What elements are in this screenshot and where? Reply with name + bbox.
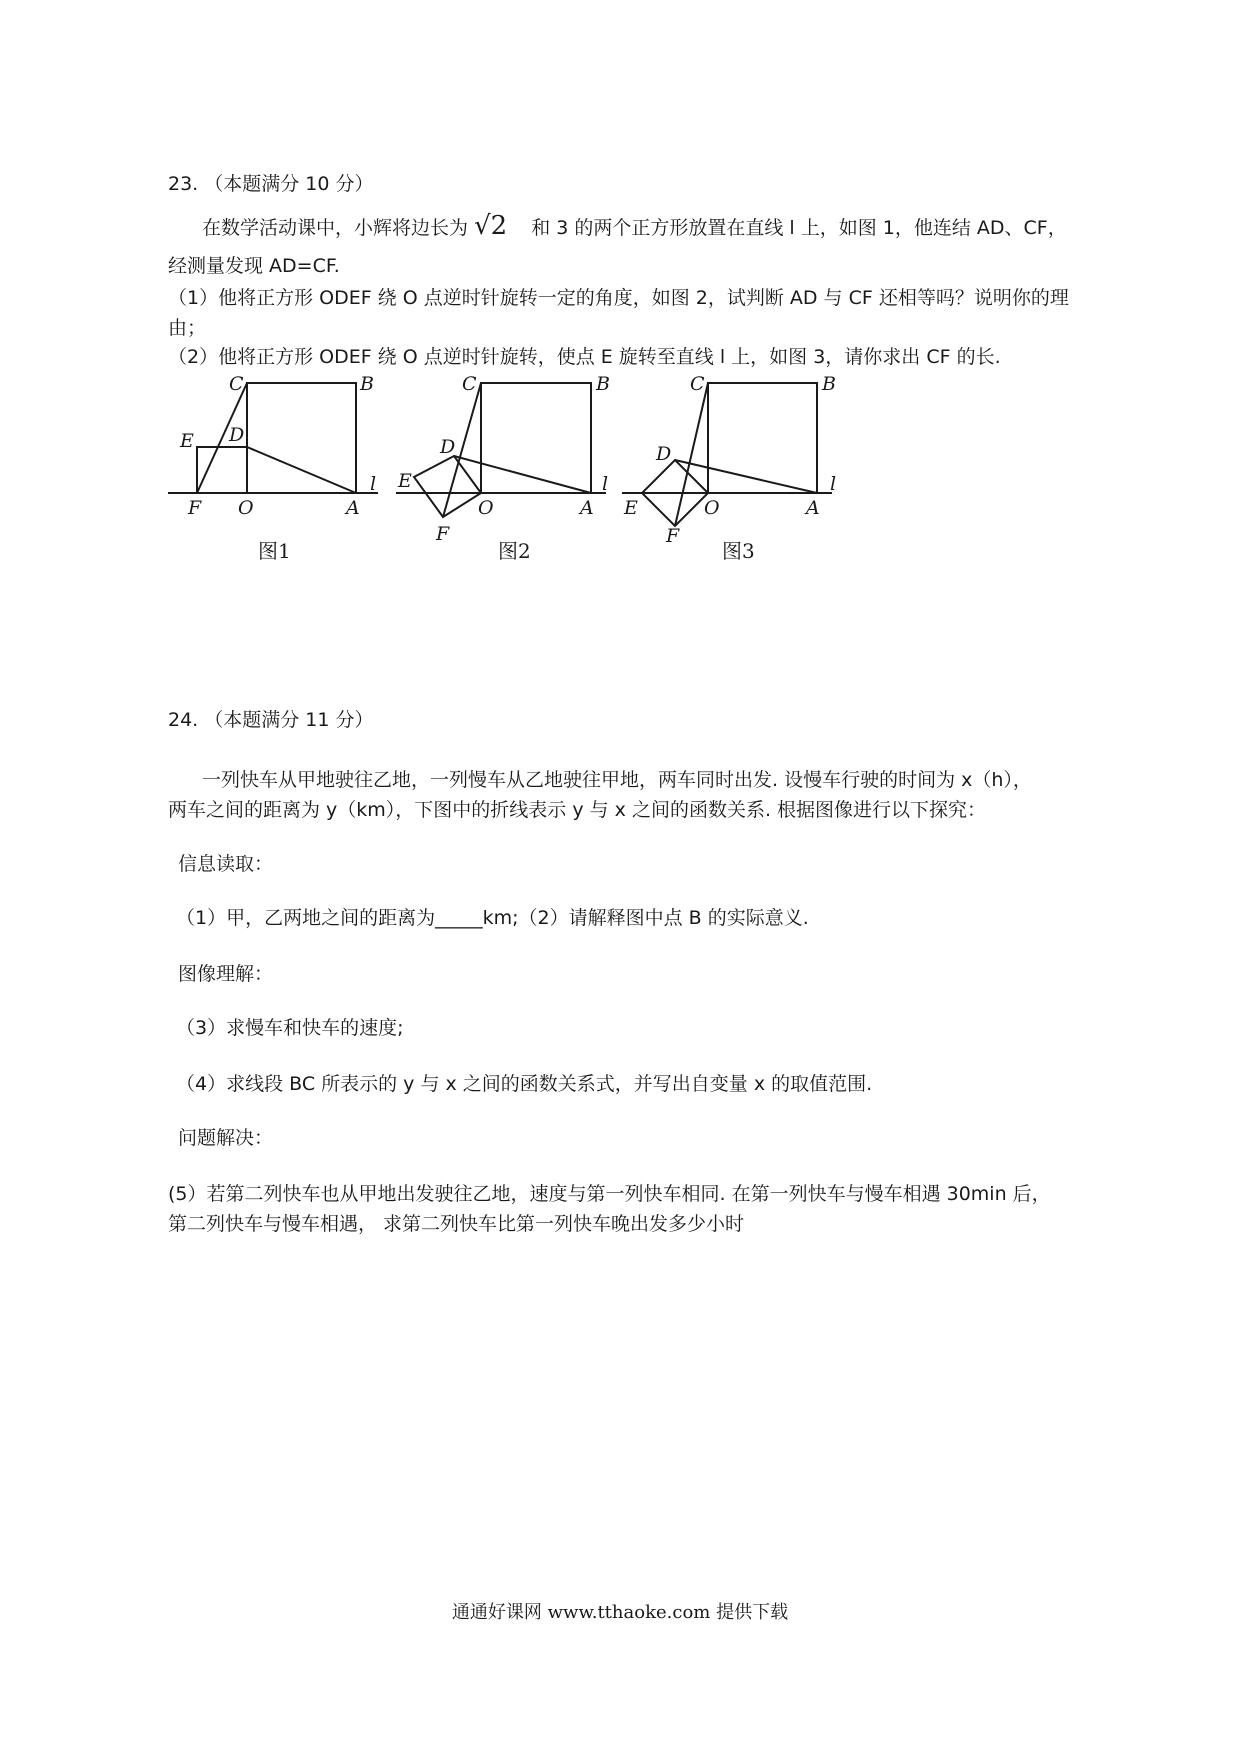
fig2-label-D: D	[440, 436, 456, 458]
fig1-square-OABC	[247, 383, 356, 493]
fig3-label-O: O	[704, 497, 720, 519]
figure-3-labels	[623, 373, 836, 563]
fig1-label-F: F	[188, 497, 202, 519]
fig2-label-E: E	[398, 470, 412, 492]
fig3-segment-AD	[675, 460, 817, 493]
q24-question-5-line1: (5）若第二列快车也从甲地出发驶往乙地，速度与第一列快车相同. 在第一列快车与慢车相遇 30min 后，	[168, 1183, 1051, 1205]
q23-part1-line1: （1）他将正方形 ODEF 绕 O 点逆时针旋转一定的角度，如图 2，试判断 AD 与 CF 还相等吗？说明你的理	[168, 287, 1069, 309]
q24-section-solve: 问题解决：	[178, 1127, 274, 1149]
fig2-label-F: F	[436, 523, 450, 545]
fig1-label-l: l	[370, 473, 377, 495]
fig1-label-A: A	[346, 497, 360, 519]
fig3-label-C: C	[690, 373, 705, 395]
q24-intro-line2: 两车之间的距离为 y（km），下图中的折线表示 y 与 x 之间的函数关系. 根据图像进行以下探究：	[168, 799, 987, 821]
q23-intro-line1	[202, 212, 1067, 242]
sqrt-two-expression: √2	[474, 211, 508, 241]
fig2-label-l: l	[602, 473, 609, 495]
q24-question-3: （3）求慢车和快车的速度;	[176, 1017, 404, 1039]
fig3-label-D: D	[656, 443, 672, 465]
fig2-label-A: A	[580, 497, 594, 519]
fig2-square-OABC	[481, 383, 591, 493]
q23-intro-b: 和 3 的两个正方形放置在直线 l 上，如图 1，他连结 AD、CF，	[531, 217, 1067, 239]
fig3-label-B: B	[822, 373, 836, 395]
fig2-label-O: O	[478, 497, 494, 519]
page-footer: 通通好课网 www.tthaoke.com 提供下载	[451, 1602, 789, 1623]
q24-question-5-line2: 第二列快车与慢车相遇， 求第二列快车比第一列快车晚出发多少小时	[168, 1213, 745, 1235]
q24-intro-line1: 一列快车从甲地驶往乙地，一列慢车从乙地驶往甲地，两车同时出发. 设慢车行驶的时间为 x（h），	[202, 769, 1032, 791]
figure-1	[168, 383, 378, 493]
q23-intro-line2: 经测量发现 AD=CF.	[168, 255, 340, 277]
fig1-label-D: D	[229, 424, 245, 446]
fig3-square-OABC	[708, 383, 817, 493]
figure-2-labels	[397, 373, 610, 563]
fig2-label-B: B	[596, 373, 610, 395]
figure-3	[622, 383, 832, 526]
fig1-segment-AD	[247, 447, 356, 493]
q23-part2: （2）他将正方形 ODEF 绕 O 点逆时针旋转，使点 E 旋转至直线 l 上，如图 3，请你求出 CF 的长.	[168, 346, 1001, 368]
fig1-label-E: E	[180, 430, 194, 452]
fig1-label-B: B	[360, 373, 374, 395]
q24-question-4: （4）求线段 BC 所表示的 y 与 x 之间的函数关系式，并写出自变量 x 的取值范围.	[176, 1073, 873, 1095]
fig2-square-ODEF	[414, 456, 481, 517]
figure-2	[396, 383, 609, 517]
fig1-label-O: O	[238, 497, 254, 519]
fig1-label-C: C	[229, 373, 244, 395]
q24-section-info: 信息读取：	[178, 853, 274, 875]
fig3-label-l: l	[830, 473, 837, 495]
q24-section-graph: 图像理解：	[178, 963, 274, 985]
q23-figures	[160, 370, 860, 570]
q23-intro-a: 在数学活动课中，小辉将边长为	[202, 217, 469, 239]
fig2-label-C: C	[462, 373, 477, 395]
fig3-label-E: E	[624, 497, 638, 519]
fig2-caption: 图2	[498, 539, 531, 563]
fig3-caption: 图3	[722, 539, 755, 563]
q24-heading: 24. （本题满分 11 分）	[168, 709, 374, 731]
q23-part1-line2: 由；	[168, 317, 207, 339]
q24-question-1-2: （1）甲，乙两地之间的距离为_____km;（2）请解释图中点 B 的实际意义.	[176, 907, 809, 929]
q23-heading: 23. （本题满分 10 分）	[168, 173, 374, 195]
fig3-label-F: F	[666, 525, 680, 547]
fig1-square-ODEF	[197, 447, 247, 493]
fig2-segment-AD	[454, 456, 591, 493]
fig3-label-A: A	[806, 497, 820, 519]
fig1-caption: 图1	[258, 539, 291, 563]
